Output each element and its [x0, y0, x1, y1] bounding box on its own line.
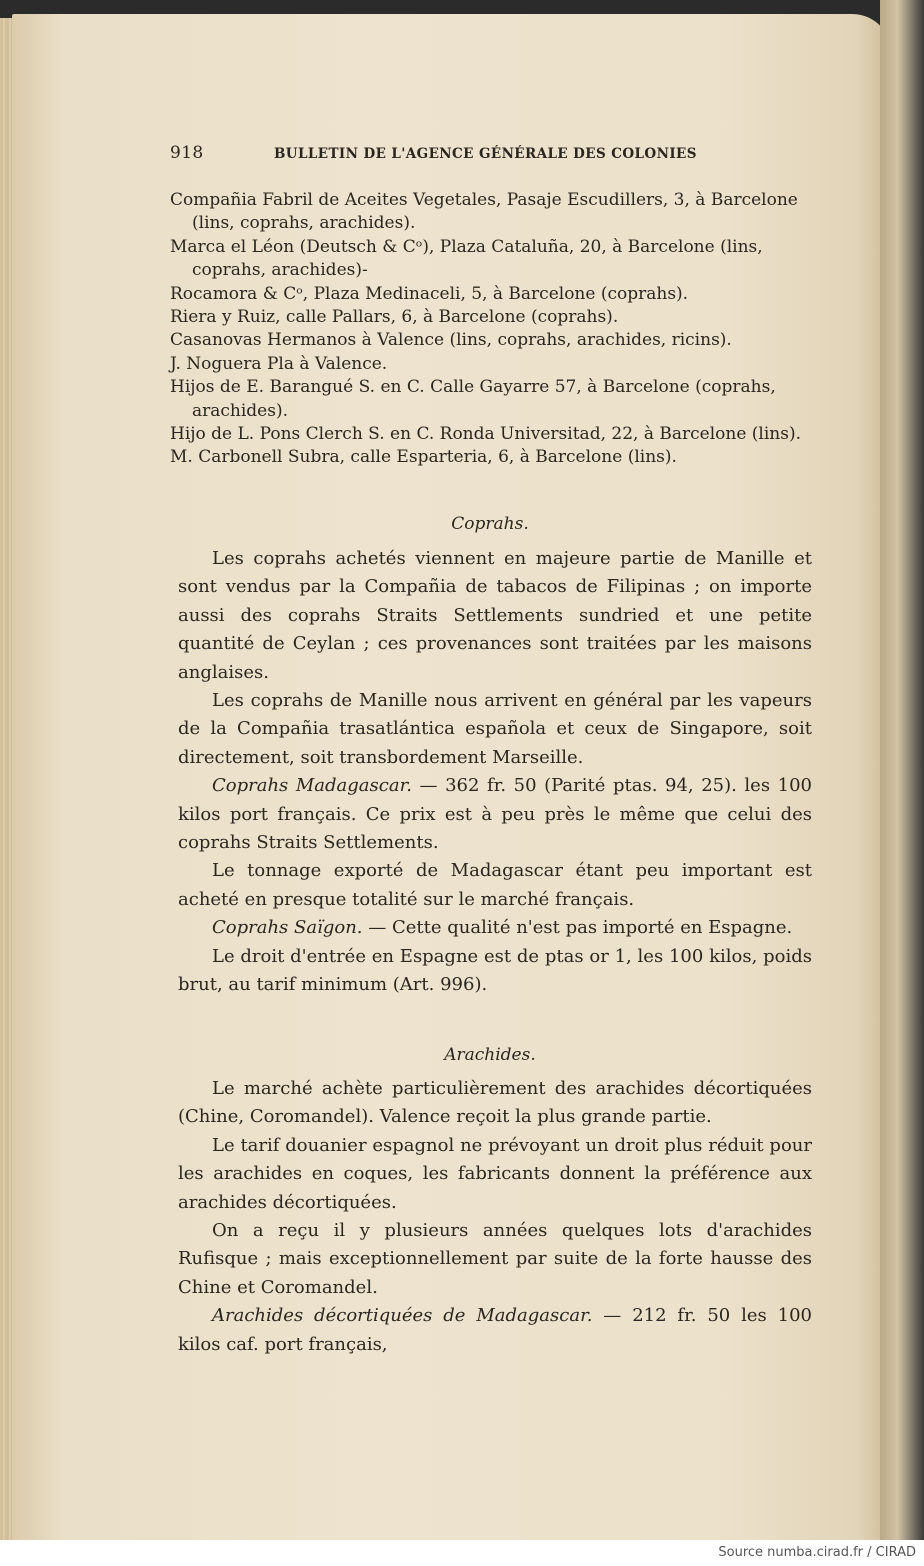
page-number: 918 [170, 143, 204, 163]
running-head [170, 143, 810, 167]
section-body-arachides [178, 1075, 812, 1359]
paragraph: Le marché achète particulièrement des arachides décortiquées (Chine, Coromandel). Valence reçoit la plus grande partie. [178, 1078, 812, 1128]
company-list [170, 189, 810, 470]
paragraph: Coprahs Saïgon. — Cette qualité n'est pas importé en Espagne. [212, 917, 793, 939]
book-spine-shadow [880, 0, 924, 1540]
list-item: Rocamora & Cᵒ, Plaza Medinaceli, 5, à Barcelone (coprahs). [170, 283, 689, 304]
paragraph: Le tarif douanier espagnol ne prévoyant un droit plus réduit pour les arachides en coques, les fabricants donnent la préférence aux arachides décortiquées. [178, 1134, 812, 1213]
paragraph: Les coprahs achetés viennent en majeure partie de Manille et sont vendus par la Compañia de tabacos de Filipinas ; on importe aussi des coprahs Straits Settlements sundried et une petite quantité de Ceylan ; ces provenances sont traitées par les maisons anglaises. [178, 548, 812, 683]
paragraph: Les coprahs de Manille nous arrivent en général par les vapeurs de la Compañia trasatlántica española et ceux de Singapore, soit directement, soit transbordement Marseille. [178, 690, 812, 768]
section-heading-arachides: Arachides. [444, 1045, 536, 1065]
paragraph: Le droit d'entrée en Espagne est de ptas or 1, les 100 kilos, poids brut, au tarif minimum (Art. 996). [178, 945, 812, 996]
list-item: M. Carbonell Subra, calle Esparteria, 6, à Barcelone (lins). [170, 447, 677, 468]
paragraph: Le tonnage exporté de Madagascar étant peu important est acheté en presque totalité sur le marché français. [178, 860, 812, 910]
list-item: Casanovas Hermanos à Valence (lins, coprahs, arachides, ricins). [170, 330, 732, 351]
source-credit: Source numba.cirad.fr / CIRAD [718, 1545, 916, 1560]
paragraph: On a reçu il y plusieurs années quelques lots d'arachides Rufisque ; mais exceptionnellement par suite de la forte hausse des Chine et Coromandel. [178, 1220, 812, 1298]
list-item: J. Noguera Pla à Valence. [170, 353, 388, 374]
section-body-coprahs [178, 545, 812, 1000]
list-item: Riera y Ruiz, calle Pallars, 6, à Barcelone (coprahs). [170, 307, 619, 328]
list-item: Compañia Fabril de Aceites Vegetales, Pasaje Escudillers, 3, à Barcelone (lins, coprahs, arachides). [170, 190, 798, 234]
section-heading-coprahs: Coprahs. [451, 514, 529, 534]
paragraph: Arachides décortiquées de Madagascar. — 212 fr. 50 les 100 kilos caf. port français, [178, 1305, 812, 1355]
list-item: Hijo de L. Pons Clerch S. en C. Ronda Universitad, 22, à Barcelone (lins). [170, 424, 801, 445]
running-title: BULLETIN DE L'AGENCE GÉNÉRALE DES COLONIES [274, 146, 697, 162]
list-item: Hijos de E. Barangué S. en C. Calle Gayarre 57, à Barcelone (coprahs, arachides). [170, 377, 776, 421]
paragraph: Coprahs Madagascar. — 362 fr. 50 (Parité ptas. 94, 25). les 100 kilos port français. Ce prix est à peu près le même que celui des coprahs Straits Settlements. [178, 775, 813, 854]
list-item: Marca el Léon (Deutsch & Cᵒ), Plaza Cataluña, 20, à Barcelone (lins, coprahs, arachides)- [170, 236, 763, 281]
